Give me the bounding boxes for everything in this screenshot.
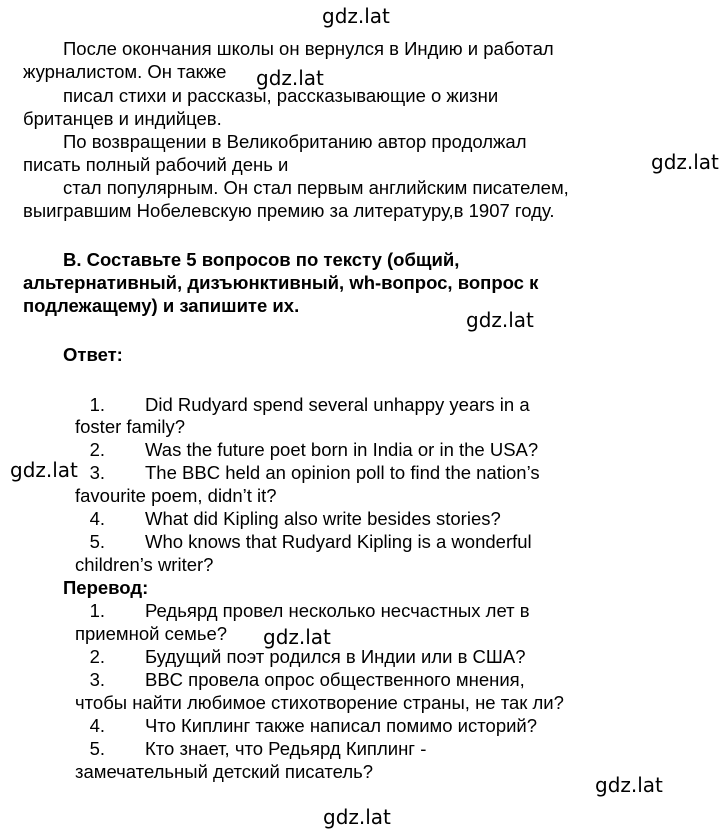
watermark: gdz.lat [323, 805, 391, 829]
translation-continuation: приемной семье? [75, 623, 228, 644]
item-number: 4. [89, 508, 105, 529]
paragraph-line: стал популярным. Он стал первым английским писателем, [63, 177, 569, 198]
item-number: 2. [89, 439, 105, 460]
item-text: What did Kipling also write besides stories? [145, 508, 501, 529]
task-line: подлежащему) и запишите их. [23, 295, 300, 316]
translation-heading: Перевод: [63, 577, 149, 598]
paragraph-line: выигравшим Нобелевскую премию за литературу,в 1907 году. [23, 200, 555, 221]
answer-item [75, 394, 530, 416]
item-number: 5. [89, 531, 105, 552]
item-text: Будущий поэт родился в Индии или в США? [145, 646, 526, 667]
answer-heading: Ответ: [63, 344, 123, 365]
paragraph-line: писать полный рабочий день и [23, 154, 289, 175]
watermark: gdz.lat [10, 458, 78, 482]
translation-continuation: замечательный детский писатель? [75, 761, 374, 782]
item-number: 5. [89, 738, 105, 759]
answer-continuation: foster family? [75, 416, 186, 437]
item-number: 4. [89, 715, 105, 736]
item-text: Who knows that Rudyard Kipling is a wonderful [145, 531, 532, 552]
paragraph-line: писал стихи и рассказы, рассказывающие о жизни [63, 85, 499, 106]
translation-item [75, 738, 426, 760]
watermark: gdz.lat [263, 625, 331, 649]
translation-item [75, 600, 530, 622]
answer-item [75, 508, 501, 530]
task-line: альтернативный, дизъюнктивный, wh-вопрос, вопрос к [23, 272, 539, 293]
watermark: gdz.lat [322, 4, 390, 28]
paragraph-line: После окончания школы он вернулся в Индию и работал [63, 38, 554, 59]
paragraph-line: журналистом. Он также [23, 61, 227, 82]
item-text: Что Киплинг также написал помимо историй? [145, 715, 538, 736]
item-text: Редьярд провел несколько несчастных лет в [145, 600, 530, 621]
watermark: gdz.lat [651, 150, 719, 174]
watermark: gdz.lat [595, 773, 663, 797]
answer-item [75, 439, 538, 461]
translation-continuation: чтобы найти любимое стихотворение страны, не так ли? [75, 692, 564, 713]
translation-item [75, 669, 525, 691]
item-number: 3. [89, 462, 105, 483]
item-number: 1. [89, 394, 105, 415]
item-text: Was the future poet born in India or in the USA? [145, 439, 539, 460]
item-number: 1. [89, 600, 105, 621]
item-text: BBC провела опрос общественного мнения, [145, 669, 525, 690]
paragraph-line: британцев и индийцев. [23, 108, 222, 129]
item-text: The BBC held an opinion poll to find the nation’s [145, 462, 540, 483]
watermark: gdz.lat [466, 308, 534, 332]
paragraph-line: По возвращении в Великобританию автор продолжал [63, 131, 527, 152]
answer-item [75, 462, 540, 484]
answer-item [75, 531, 532, 553]
translation-item [75, 715, 537, 737]
answer-continuation: favourite poem, didn’t it? [75, 485, 277, 506]
watermark: gdz.lat [256, 66, 324, 90]
item-number: 3. [89, 669, 105, 690]
item-text: Кто знает, что Редьярд Киплинг - [145, 738, 427, 759]
translation-item [75, 646, 526, 668]
answer-continuation: children’s writer? [75, 554, 214, 575]
item-number: 2. [89, 646, 105, 667]
item-text: Did Rudyard spend several unhappy years in a [145, 394, 530, 415]
task-line: B. Составьте 5 вопросов по тексту (общий, [63, 249, 460, 270]
